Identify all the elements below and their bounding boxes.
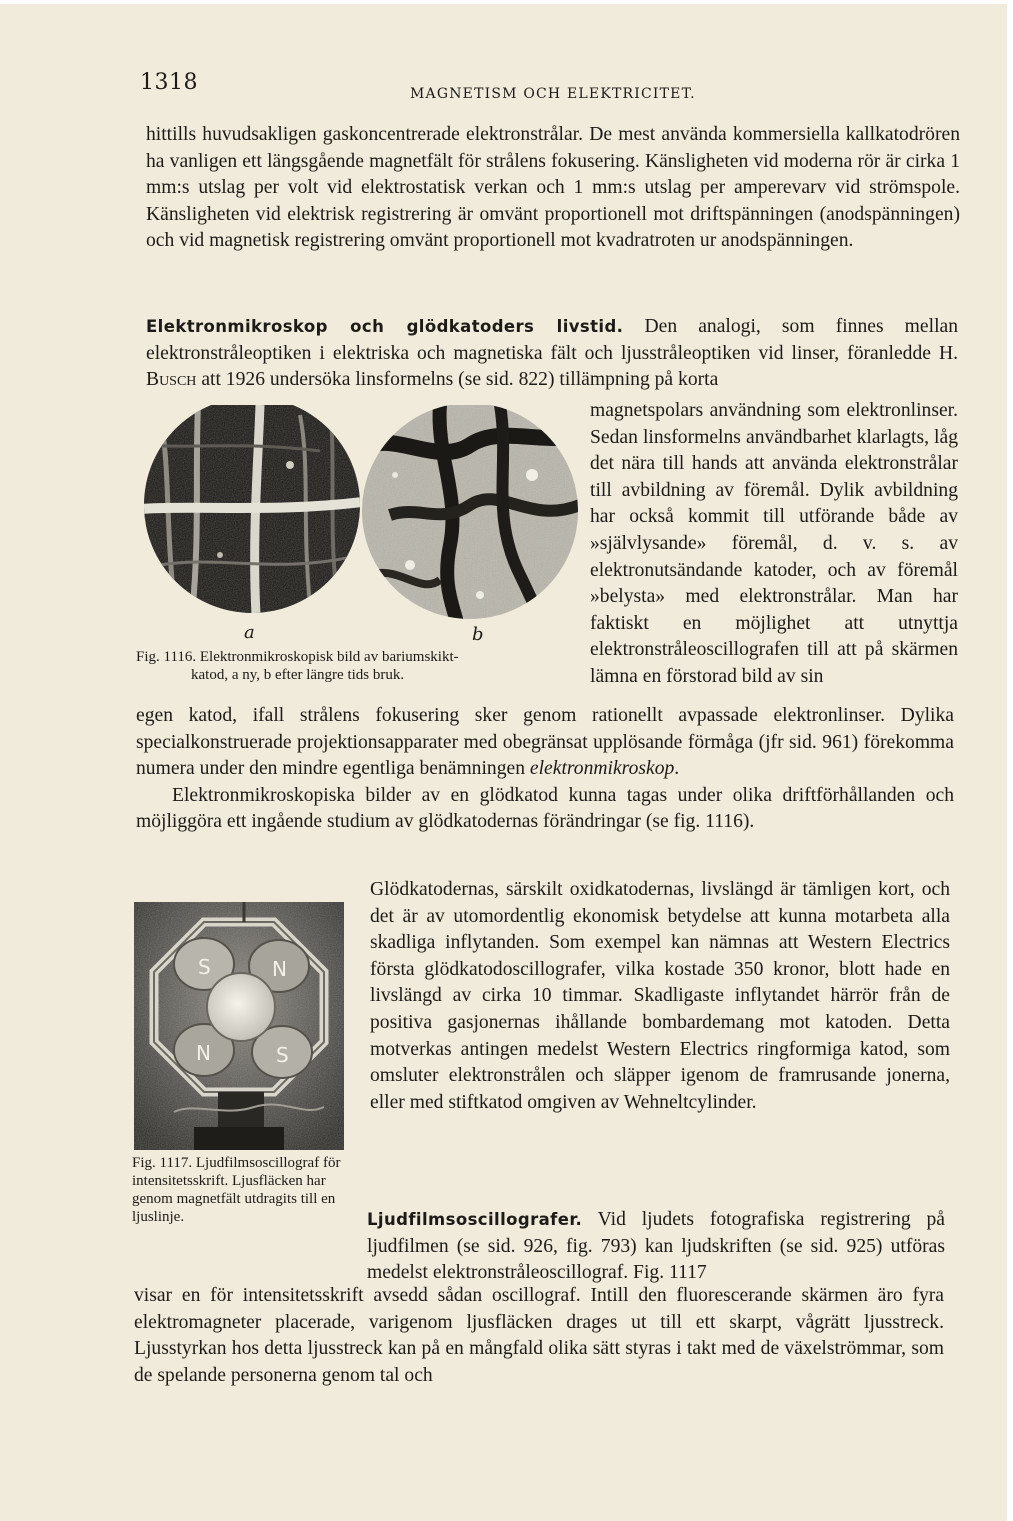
page-number: 1318: [140, 70, 198, 95]
fig-1116-caption-line1: Fig. 1116. Elektronmikroskopisk bild av bariumskikt-: [136, 649, 459, 665]
lj-section-heading: Ljudfilmsoscillografer.: [367, 1210, 583, 1229]
em-cont-text: egen katod, ifall strålens fokusering sker genom rationellt avpassade elektronlinser. Dylika specialkonstruerade projektionsapparater med obegränsat upplösande förmåga (jfr sid. 961) förekomma numera under den mindre egentliga benämningen: [136, 705, 954, 780]
em-wrap-column: [590, 398, 958, 691]
lj-wrap-text: Vid ljudets fotografiska registrering på ljudfilmen (se sid. 926, fig. 793) kan ljudskriften (se sid. 925) utföras medelst elektronstråleoscillograf. Fig. 1117: [367, 1209, 945, 1284]
fig-1117-image: [134, 902, 344, 1150]
fig-1116-image: [140, 405, 580, 645]
fig-1116-label-a: a: [244, 622, 255, 643]
running-head: MAGNETISM OCH ELEKTRICITET.: [410, 86, 696, 102]
em-wrap2-text: Glödkatodernas, särskilt oxidkatodernas, livslängd är tämligen kort, och det är av utomordentlig ekonomisk betydelse att kunna motarbeta alla skadliga inflytanden. Som exempel kan nämnas att Western Electrics första glödkatodoscillografer, vilka kostade 350 kronor, blott hade en livslängd av cirka 10 timmar. Skadligaste inflytandet härrör från de positiva gasjonernas ihållande bombardemang mot katoden. Detta motverkas antingen medelst Western Electrics ringformiga katod, som omsluter elektronstrålen och släpper igenom de framrusande jonerna, eller med stiftkatod omgiven av Wehneltcylinder.: [370, 879, 950, 1113]
em-cont-paragraph: [136, 703, 954, 783]
em-cont-italic: elektronmikroskop: [529, 758, 675, 780]
fig-1116-caption-line2: katod, a ny, b efter längre tids bruk.: [191, 667, 405, 683]
lj-continuation: [134, 1283, 944, 1389]
fig-1117-caption: Fig. 1117. Ljudfilmsoscillograf för intensitetsskrift. Ljusfläcken har genom magnetfält utdragits till en ljuslinje.: [132, 1155, 341, 1225]
em-lead-text: Den analogi, som finnes mellan elektronstråleoptiken i elektriska och magnetiska fält och ljusstråleoptiken vid linser, föranledde H.: [146, 316, 959, 364]
lj-section-lead: [367, 1207, 945, 1287]
em-continuation: [136, 703, 954, 836]
intro-text: hittills huvudsakligen gaskoncentrerade elektronstrålar. De mest använda kommersiella kallkatodrören ha vanligen ett längsgående magnetfält för strålens fokusering. Känsligheten vid moderna rör är cirka 1 mm:s utslag per volt vid elektrostatisk verkan och 1 mm:s utslag per amperevarv vid strömspole. Känsligheten vid elektrisk registrering är omvänt proportionell mot driftspänningen (anodspänningen) och vid magnetisk registrering omvänt proportionell mot kvadratroten ur anodspänningen.: [146, 124, 960, 252]
em-lead-paragraph: [146, 314, 958, 394]
lj-cont-text: visar en för intensitetsskrift avsedd sådan oscillograf. Intill den fluorescerande skärmen äro fyra elektromagneter placerade, varigenom ljusfläcken drages ut till ett skarpt, vågrätt ljusstreck. Ljusstyrkan hos detta ljusstreck kan på en mångfald olika sätt styras i takt med de växelströmmar, som de spelande personerna genom tal och: [134, 1285, 944, 1386]
em-lead-end: att 1926 undersöka linsformelns (se sid. 822) tillämpning på korta: [196, 369, 719, 391]
em-para2: Elektronmikroskopiska bilder av en glödkatod kunna tagas under olika driftförhållanden och möjliggöra ett ingående studium av glödkatodernas förändringar (se fig. 1116).: [136, 784, 954, 833]
magnet-letter-s2: S: [276, 1043, 289, 1067]
em-section-heading: Elektronmikroskop och glödkatoders livstid.: [146, 317, 624, 336]
em-wrap-text: magnetspolars användning som elektronlinser. Sedan linsformelns användbarhet klarlagts, låg det nära till hands att använda elektronstrålar till avbildning av föremål. Dylik avbildning har också kommit till utförande både av »självlysande» föremål, d. v. s. av elektronutsändande katoder, och av föremål »belysta» med elektronstrålar. Man har faktiskt en möjlighet att utnyttja elektronstråleoscillografen till att på skärmen lämna en förstorad bild av sin: [590, 400, 958, 687]
fig-1116b-circle: [355, 405, 580, 635]
magnet-letter-n2: N: [196, 1041, 211, 1065]
em-cont-end: .: [674, 758, 680, 780]
em-wrap2-column: [370, 877, 950, 1116]
scan-edge-right: [1007, 0, 1013, 1521]
magnet-letter-s1: S: [198, 955, 211, 979]
fig-1116-caption: [136, 648, 586, 684]
scan-edge-top: [0, 0, 1013, 4]
em-busch-name: Busch: [146, 369, 197, 391]
fig-1116-label-b: b: [472, 624, 484, 645]
intro-paragraph: [146, 122, 960, 255]
magnet-letter-n1: N: [272, 957, 287, 981]
em-section-lead: [146, 314, 958, 394]
lj-lead-paragraph: [367, 1207, 945, 1287]
fig-1116a-circle: [140, 405, 370, 625]
